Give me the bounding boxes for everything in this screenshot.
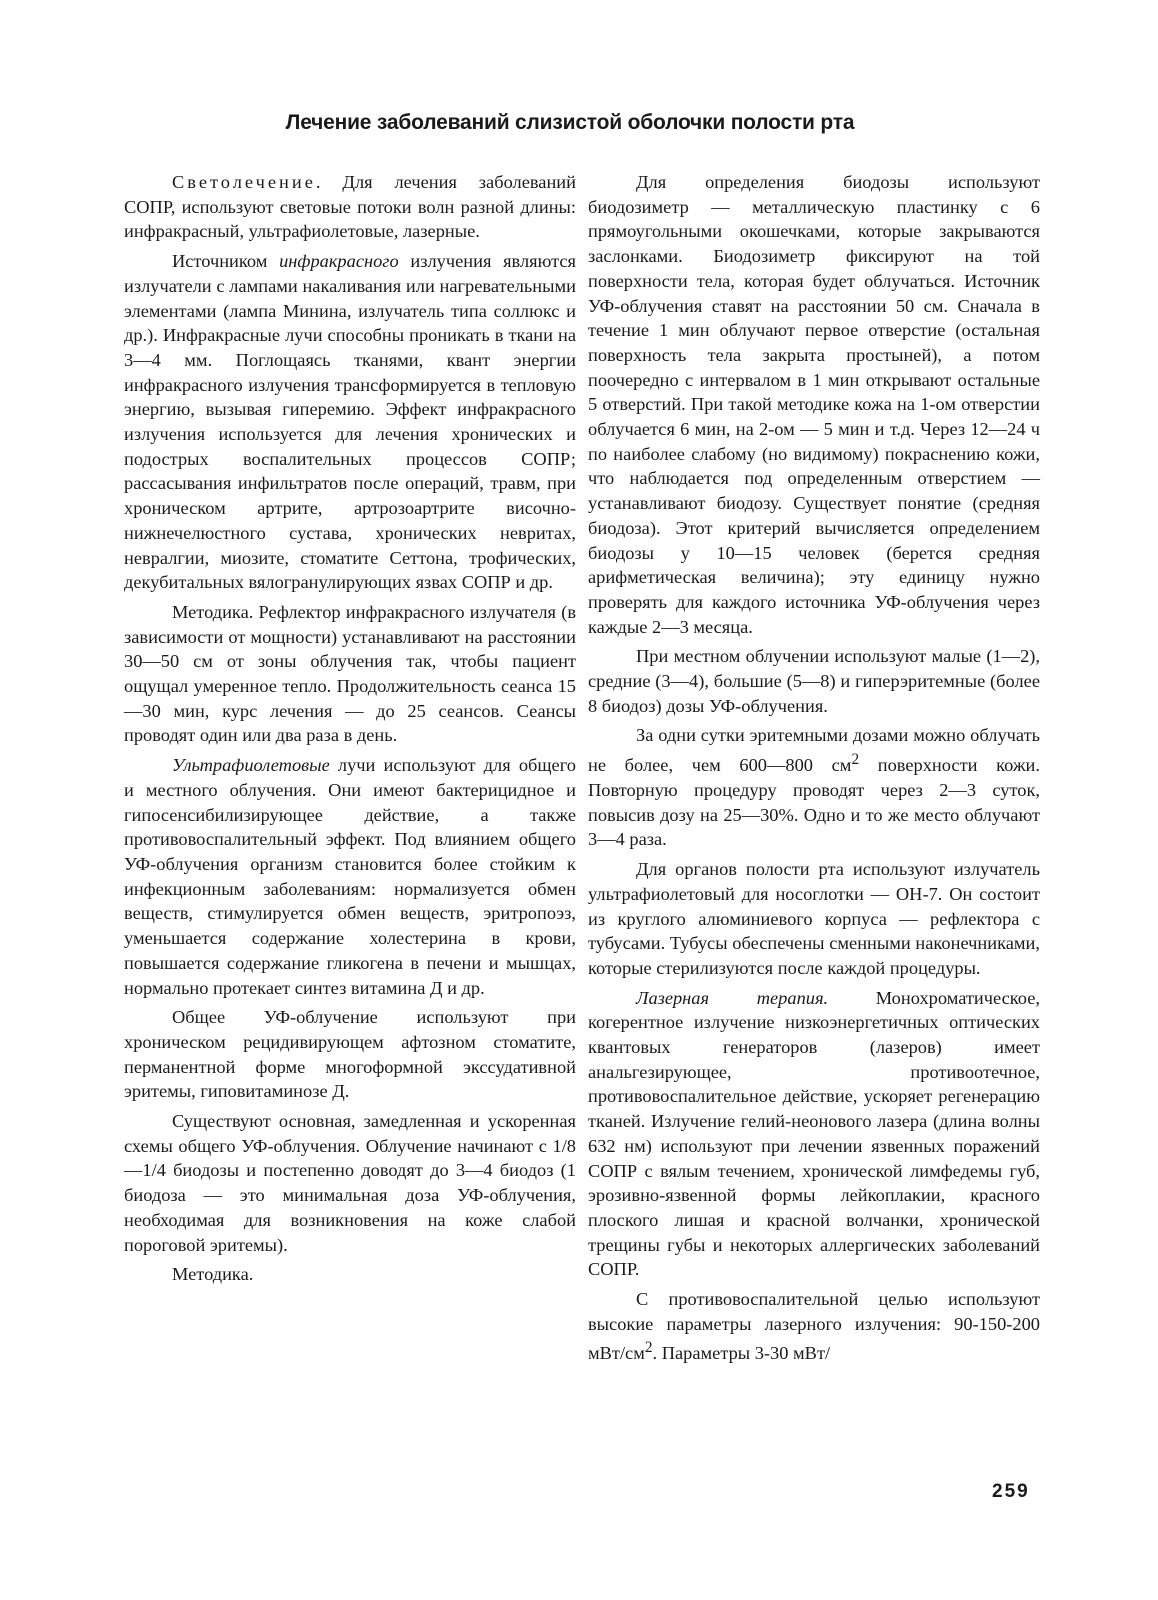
italic-term: Лазерная терапия. [636, 987, 829, 1008]
running-header: Лечение заболеваний слизистой оболочки полости рта [285, 111, 855, 134]
paragraph-general-uv: Общее УФ-облучение используют при хроническом рецидивирующем афтозном стоматите, перманентной форме многоформной экссудативной эритемы, гиповитаминозе Д. [124, 1007, 576, 1102]
paragraph-ultraviolet: Ультрафиолетовые лучи используют для общего и местного облучения. Они имеют бактерицидное и гипосенсибилизирующее действие, а также противовоспалительный эффект. Под влиянием общего УФ-облучения организм становится более стойким к инфекционным заболеваниям: нормализуется обмен веществ, стимулируется обмен веществ, эритропоэз, уменьшается содержание холестерина в крови, повышается содержание гликогена в печени и мышцах, нормально протекает синтез витамина Д и др. [124, 755, 576, 998]
paragraph-uv-schemes: Существуют основная, замедленная и ускоренная схемы общего УФ-облучения. Облучение начинают с 1/8—1/4 биодозы и постепенно доводят до 3—4 биодоз (1 биодоза — это минимальная доза УФ-облучения, необходимая для возникновения на коже слабой пороговой эритемы). [124, 1111, 576, 1255]
page-number: 259 [992, 1481, 1030, 1502]
right-column [588, 170, 1040, 1366]
paragraph-laser-parameters: С противовоспалительной целью используют высокие параметры лазерного излучения: 90-150-200 мВт/$см^2$. Параметры 3-30 мВт/ [588, 1289, 1040, 1364]
italic-term: Ультрафиолетовые [172, 755, 330, 776]
paragraph-on7-emitter: Для органов полости рта используют излучатель ультрафиолетовый для носоглотки — ОН-7. Он состоит из круглого алюминиевого корпуса — рефлектора с тубусами. Тубусы обеспечены сменными наконечниками, которые стерилизуются после каждой процедуры. [588, 859, 1040, 978]
lead-term: Светолечение [172, 172, 316, 192]
paragraph-laser-therapy: Лазерная терапия. Монохроматическое, когерентное излучение низкоэнергетичных оптических квантовых генераторов (лазеров) имеет анальгезирующее, противоотечное, противовоспалительное действие, ускоряет регенерацию тканей. Излучение гелий-неонового лазера (длина волны 632 нм) используют при лечении язвенных поражений СОПР с вялым течением, хронической лимфедемы губ, эрозивно-язвенной формы лейкоплакии, красного плоского лишая и красной волчанки, хронической трещины губы и некоторых аллергических заболеваний СОПР. [588, 987, 1040, 1280]
paragraph-method: Методика. [172, 1264, 254, 1285]
paragraph-method-infrared: Методика. Рефлектор инфракрасного излучателя (в зависимости от мощности) устанавливают на расстоянии 30—50 см от зоны облучения так, чтобы пациент ощущал умеренное тепло. Продолжительность сеанса 15—30 мин, курс лечения — до 25 сеансов. Сеансы проводят один или два раза в день. [124, 601, 576, 746]
paragraph-infrared: Источником инфракрасного излучения являются излучатели с лампами накаливания или нагревательными элементами (лампа Минина, излучатель типа соллюкс и др.). Инфракрасные лучи способны проникать в ткани на 3—4 мм. Поглощаясь тканями, квант энергии инфракрасного излучения трансформируется в тепловую энергию, вызывая гиперемию. Эффект инфракрасного излучения используется для лечения хронических и подострых воспалительных процессов СОПР; рассасывания инфильтратов после операций, травм, при хроническом артрите, артрозоартрите височно-нижнечелюстного сустава, хронических невритах, невралгии, миозите, стоматите Сеттона, трофических, декубитальных вялогранулирующих язвах СОПР и др. [124, 251, 576, 593]
left-column [124, 170, 576, 1292]
paragraph-local-irradiation: При местном облучении используют малые (1—2), средние (3—4), большие (5—8) и гиперэритемные (более 8 биодоз) дозы УФ-облучения. [588, 646, 1040, 716]
italic-term: инфракрасного [279, 251, 399, 272]
paragraph-light-therapy: Светолечение. Для лечения заболеваний СОПР, используют световые потоки волн разной длины: инфракрасный, ультрафиолетовые, лазерные. [124, 172, 576, 242]
paragraph-erythema-doses: За одни сутки эритемными дозами можно облучать не более, чем 600—800 $см^2$ поверхности кожи. Повторную процедуру проводят через 2—3 суток, повысив дозу на 25—30%. Одно и то же место облучают 3—4 раза. [588, 725, 1040, 850]
paragraph-biodosimeter: Для определения биодозы используют биодозиметр — металлическую пластинку с 6 прямоугольными окошечками, которые закрываются заслонками. Биодозиметр фиксируют на той поверхности тела, которая будет облучаться. Источник УФ-облучения ставят на расстоянии 50 см. Сначала в течение 1 мин облучают первое отверстие (остальная поверхность тела закрыта простыней), а потом поочередно с интервалом в 1 мин открывают остальные 5 отверстий. При такой методике кожа на 1-ом отверстии облучается 6 мин, на 2-ом — 5 мин и т.д. Через 12—24 ч по наиболее слабому (но видимому) покраснению кожи, что наблюдается под определенным отверстием — устанавливают биодозу. Существует понятие (средняя биодоза). Этот критерий вычисляется определением биодозы у 10—15 человек (берется средняя арифметическая величина); эту единицу нужно проверять для каждого источника УФ-облучения через каждые 2—3 месяца. [588, 172, 1040, 637]
